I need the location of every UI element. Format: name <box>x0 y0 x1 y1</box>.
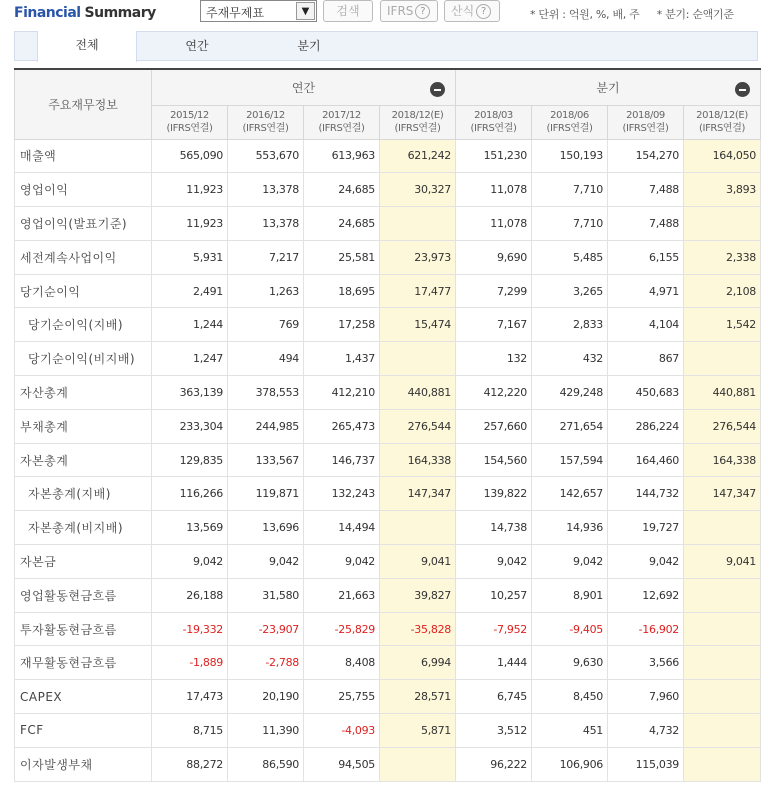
ifrs-button-label: IFRS <box>387 4 414 18</box>
value-cell: 9,042 <box>152 545 228 579</box>
value-cell: 13,696 <box>228 511 304 545</box>
value-cell: 3,893 <box>684 173 761 207</box>
row-label: FCF <box>15 714 152 748</box>
value-cell: 11,923 <box>152 207 228 241</box>
value-cell: 1,247 <box>152 342 228 376</box>
statement-type-value: 주재무제표 <box>206 6 264 20</box>
annual-group-header <box>152 69 456 105</box>
value-cell: 553,670 <box>228 139 304 173</box>
table-row <box>15 612 761 646</box>
value-cell <box>684 680 761 714</box>
period-header <box>152 105 228 139</box>
period-label: 2018/06 <box>550 110 589 121</box>
value-cell: 450,683 <box>608 376 684 410</box>
value-cell: 9,041 <box>684 545 761 579</box>
value-cell: 21,663 <box>304 578 380 612</box>
page-title <box>14 5 156 21</box>
table-row <box>15 511 761 545</box>
value-cell: 7,710 <box>532 173 608 207</box>
value-cell: 7,217 <box>228 240 304 274</box>
help-icon[interactable]: ? <box>415 4 430 19</box>
value-cell: 6,155 <box>608 240 684 274</box>
annual-group-label: 연간 <box>291 80 316 95</box>
table-row <box>15 545 761 579</box>
value-cell: 133,567 <box>228 443 304 477</box>
value-cell: 23,973 <box>380 240 456 274</box>
value-cell <box>684 714 761 748</box>
value-cell: 25,581 <box>304 240 380 274</box>
period-header <box>684 105 761 139</box>
formula-button[interactable] <box>444 0 500 22</box>
table-row <box>15 477 761 511</box>
value-cell: -35,828 <box>380 612 456 646</box>
value-cell: 9,042 <box>608 545 684 579</box>
value-cell <box>380 207 456 241</box>
value-cell: 4,971 <box>608 274 684 308</box>
period-basis: (IFRS연결) <box>318 123 365 134</box>
value-cell: 8,408 <box>304 646 380 680</box>
value-cell: 378,553 <box>228 376 304 410</box>
table-row <box>15 714 761 748</box>
value-cell: 276,544 <box>684 409 761 443</box>
value-cell: 9,690 <box>456 240 532 274</box>
table-row <box>15 747 761 781</box>
value-cell: 15,474 <box>380 308 456 342</box>
value-cell: 7,960 <box>608 680 684 714</box>
value-cell: 11,078 <box>456 173 532 207</box>
row-label: 세전계속사업이익 <box>15 240 152 274</box>
period-header <box>380 105 456 139</box>
value-cell: 14,936 <box>532 511 608 545</box>
value-cell: -16,902 <box>608 612 684 646</box>
value-cell: 14,494 <box>304 511 380 545</box>
row-label: 재무활동현금흐름 <box>15 646 152 680</box>
value-cell: 4,104 <box>608 308 684 342</box>
value-cell: 144,732 <box>608 477 684 511</box>
value-cell: 17,258 <box>304 308 380 342</box>
value-cell <box>380 747 456 781</box>
quarter-note: * 분기: 순액기준 <box>656 8 734 21</box>
table-row <box>15 207 761 241</box>
period-header <box>228 105 304 139</box>
value-cell: 440,881 <box>380 376 456 410</box>
tab-annual[interactable]: 연간 <box>185 39 209 53</box>
value-cell: 412,220 <box>456 376 532 410</box>
value-cell: 150,193 <box>532 139 608 173</box>
value-cell: 271,654 <box>532 409 608 443</box>
row-label: 당기순이익(비지배) <box>15 342 152 376</box>
value-cell: 244,985 <box>228 409 304 443</box>
corner-header: 주요재무정보 <box>15 69 152 139</box>
value-cell: 2,833 <box>532 308 608 342</box>
value-cell <box>684 612 761 646</box>
row-label: 당기순이익 <box>15 274 152 308</box>
value-cell: -7,952 <box>456 612 532 646</box>
row-label: 이자발생부채 <box>15 747 152 781</box>
row-label: 자본총계(지배) <box>15 477 152 511</box>
value-cell: 39,827 <box>380 578 456 612</box>
value-cell: 132 <box>456 342 532 376</box>
row-label: 자본금 <box>15 545 152 579</box>
table-row <box>15 646 761 680</box>
value-cell: 10,257 <box>456 578 532 612</box>
value-cell: 565,090 <box>152 139 228 173</box>
value-cell: 5,871 <box>380 714 456 748</box>
value-cell: 11,923 <box>152 173 228 207</box>
row-label: 자본총계(비지배) <box>15 511 152 545</box>
quarter-group-label: 분기 <box>596 80 620 95</box>
value-cell: 769 <box>228 308 304 342</box>
value-cell: 12,692 <box>608 578 684 612</box>
value-cell: 139,822 <box>456 477 532 511</box>
value-cell: 265,473 <box>304 409 380 443</box>
period-basis: (IFRS연결) <box>470 123 517 134</box>
value-cell: 1,542 <box>684 308 761 342</box>
value-cell: 164,338 <box>684 443 761 477</box>
value-cell: 20,190 <box>228 680 304 714</box>
period-basis: (IFRS연결) <box>622 123 669 134</box>
value-cell: 88,272 <box>152 747 228 781</box>
value-cell: 86,590 <box>228 747 304 781</box>
value-cell: 3,512 <box>456 714 532 748</box>
table-row <box>15 376 761 410</box>
value-cell: 613,963 <box>304 139 380 173</box>
value-cell: 233,304 <box>152 409 228 443</box>
table-row <box>15 578 761 612</box>
value-cell: 9,042 <box>228 545 304 579</box>
value-cell: 494 <box>228 342 304 376</box>
period-label: 2017/12 <box>322 110 361 121</box>
value-cell: 429,248 <box>532 376 608 410</box>
tab-quarter[interactable]: 분기 <box>297 39 321 53</box>
value-cell: 5,931 <box>152 240 228 274</box>
table-row <box>15 240 761 274</box>
value-cell: 412,210 <box>304 376 380 410</box>
table-row <box>15 342 761 376</box>
value-cell: 146,737 <box>304 443 380 477</box>
period-basis: (IFRS연결) <box>699 123 745 134</box>
value-cell: 9,041 <box>380 545 456 579</box>
value-cell: 13,378 <box>228 207 304 241</box>
value-cell: 4,732 <box>608 714 684 748</box>
value-cell: 14,738 <box>456 511 532 545</box>
value-cell: 157,594 <box>532 443 608 477</box>
value-cell: 28,571 <box>380 680 456 714</box>
period-label: 2018/12(E) <box>391 110 444 121</box>
value-cell: 286,224 <box>608 409 684 443</box>
value-cell: 9,042 <box>304 545 380 579</box>
value-cell: 13,378 <box>228 173 304 207</box>
period-basis: (IFRS연결) <box>242 123 289 134</box>
unit-notes <box>530 6 734 22</box>
value-cell: 119,871 <box>228 477 304 511</box>
value-cell <box>684 342 761 376</box>
financial-summary-table <box>14 68 761 782</box>
value-cell: 96,222 <box>456 747 532 781</box>
value-cell: -19,332 <box>152 612 228 646</box>
value-cell: 142,657 <box>532 477 608 511</box>
value-cell: 164,460 <box>608 443 684 477</box>
row-label: 자산총계 <box>15 376 152 410</box>
quarter-group-header <box>456 69 761 105</box>
value-cell: 9,042 <box>456 545 532 579</box>
row-label: 영업활동현금흐름 <box>15 578 152 612</box>
title-financial: Financial <box>14 5 81 21</box>
value-cell: 13,569 <box>152 511 228 545</box>
row-label: 영업이익 <box>15 173 152 207</box>
value-cell: 164,338 <box>380 443 456 477</box>
value-cell: 26,188 <box>152 578 228 612</box>
period-header <box>608 105 684 139</box>
value-cell: 440,881 <box>684 376 761 410</box>
value-cell <box>684 511 761 545</box>
value-cell: 19,727 <box>608 511 684 545</box>
value-cell: 154,270 <box>608 139 684 173</box>
ifrs-button[interactable] <box>380 0 438 22</box>
help-icon[interactable]: ? <box>476 4 491 19</box>
table-row <box>15 409 761 443</box>
value-cell: -25,829 <box>304 612 380 646</box>
value-cell: 11,390 <box>228 714 304 748</box>
value-cell: 17,477 <box>380 274 456 308</box>
value-cell: 30,327 <box>380 173 456 207</box>
value-cell: 164,050 <box>684 139 761 173</box>
period-header <box>532 105 608 139</box>
value-cell: 2,338 <box>684 240 761 274</box>
value-cell <box>684 646 761 680</box>
value-cell: -1,889 <box>152 646 228 680</box>
table-row <box>15 274 761 308</box>
value-cell: 9,630 <box>532 646 608 680</box>
row-label: 영업이익(발표기준) <box>15 207 152 241</box>
search-button[interactable]: 검색 <box>323 0 373 22</box>
value-cell: 7,167 <box>456 308 532 342</box>
value-cell: 151,230 <box>456 139 532 173</box>
value-cell: 1,444 <box>456 646 532 680</box>
table-row <box>15 173 761 207</box>
value-cell: 94,505 <box>304 747 380 781</box>
value-cell: 7,488 <box>608 173 684 207</box>
value-cell: 24,685 <box>304 173 380 207</box>
value-cell <box>684 207 761 241</box>
value-cell: 24,685 <box>304 207 380 241</box>
period-basis: (IFRS연결) <box>166 123 213 134</box>
period-label: 2015/12 <box>170 110 209 121</box>
value-cell: 154,560 <box>456 443 532 477</box>
value-cell: 8,715 <box>152 714 228 748</box>
value-cell <box>380 511 456 545</box>
value-cell: 1,437 <box>304 342 380 376</box>
row-label: CAPEX <box>15 680 152 714</box>
value-cell <box>380 342 456 376</box>
value-cell: 257,660 <box>456 409 532 443</box>
value-cell: 7,710 <box>532 207 608 241</box>
value-cell: 7,299 <box>456 274 532 308</box>
value-cell: 116,266 <box>152 477 228 511</box>
collapse-quarter-icon[interactable] <box>735 82 750 97</box>
period-label: 2018/03 <box>474 110 513 121</box>
value-cell: 6,994 <box>380 646 456 680</box>
table-row <box>15 139 761 173</box>
value-cell: 2,108 <box>684 274 761 308</box>
row-label: 투자활동현금흐름 <box>15 612 152 646</box>
table-row <box>15 308 761 342</box>
value-cell: 451 <box>532 714 608 748</box>
period-basis: (IFRS연결) <box>394 123 441 134</box>
row-label: 부채총계 <box>15 409 152 443</box>
period-label: 2018/12(E) <box>696 110 748 121</box>
value-cell: 1,244 <box>152 308 228 342</box>
value-cell: 432 <box>532 342 608 376</box>
value-cell: 3,265 <box>532 274 608 308</box>
value-cell: 5,485 <box>532 240 608 274</box>
collapse-annual-icon[interactable] <box>430 82 445 97</box>
table-row <box>15 443 761 477</box>
value-cell: -9,405 <box>532 612 608 646</box>
period-label: 2016/12 <box>246 110 285 121</box>
value-cell: 11,078 <box>456 207 532 241</box>
value-cell: 147,347 <box>380 477 456 511</box>
statement-type-select[interactable] <box>200 0 317 22</box>
table-row <box>15 680 761 714</box>
tab-all[interactable]: 전체 <box>37 31 137 62</box>
formula-button-label: 산식 <box>451 4 475 18</box>
value-cell: 129,835 <box>152 443 228 477</box>
value-cell: 2,491 <box>152 274 228 308</box>
value-cell: 106,906 <box>532 747 608 781</box>
value-cell: -23,907 <box>228 612 304 646</box>
value-cell: 867 <box>608 342 684 376</box>
title-summary: Summary <box>84 5 156 21</box>
value-cell: 7,488 <box>608 207 684 241</box>
header-bar <box>0 0 773 30</box>
value-cell: 9,042 <box>532 545 608 579</box>
value-cell: 31,580 <box>228 578 304 612</box>
value-cell: 276,544 <box>380 409 456 443</box>
row-label: 자본총계 <box>15 443 152 477</box>
period-header <box>456 105 532 139</box>
row-label: 당기순이익(지배) <box>15 308 152 342</box>
value-cell: 8,901 <box>532 578 608 612</box>
period-basis: (IFRS연결) <box>546 123 593 134</box>
value-cell: 1,263 <box>228 274 304 308</box>
value-cell: 17,473 <box>152 680 228 714</box>
value-cell: 115,039 <box>608 747 684 781</box>
period-label: 2018/09 <box>626 110 665 121</box>
value-cell: 363,139 <box>152 376 228 410</box>
row-label: 매출액 <box>15 139 152 173</box>
period-tabs <box>14 31 758 61</box>
value-cell: 147,347 <box>684 477 761 511</box>
value-cell: 3,566 <box>608 646 684 680</box>
value-cell: -2,788 <box>228 646 304 680</box>
value-cell: 8,450 <box>532 680 608 714</box>
value-cell: 621,242 <box>380 139 456 173</box>
value-cell <box>684 747 761 781</box>
value-cell: 6,745 <box>456 680 532 714</box>
period-header <box>304 105 380 139</box>
value-cell: 132,243 <box>304 477 380 511</box>
value-cell: 18,695 <box>304 274 380 308</box>
value-cell <box>684 578 761 612</box>
chevron-down-icon[interactable]: ▼ <box>296 2 315 20</box>
unit-note: * 단위 : 억원, %, 배, 주 <box>530 8 640 21</box>
value-cell: 25,755 <box>304 680 380 714</box>
value-cell: -4,093 <box>304 714 380 748</box>
